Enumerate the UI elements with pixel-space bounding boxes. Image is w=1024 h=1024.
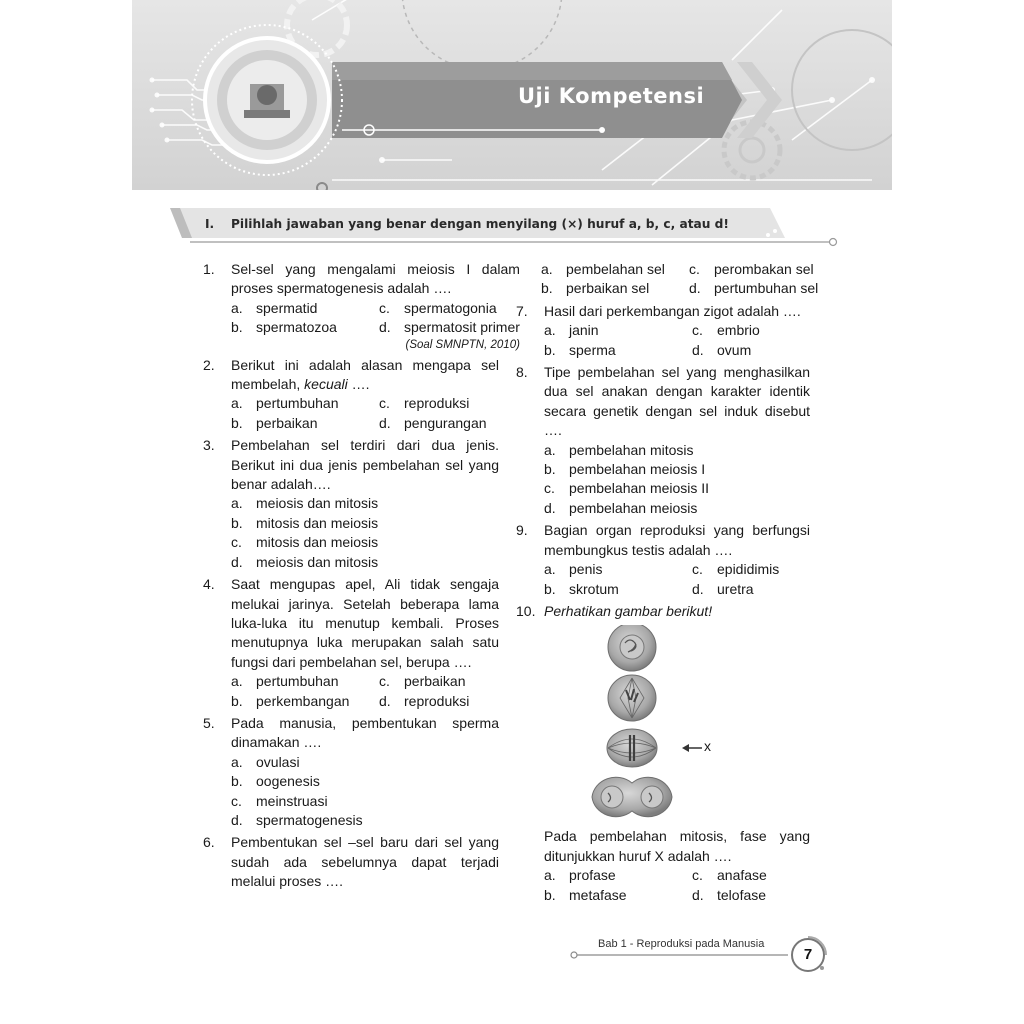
- question-stem: Pembelahan sel terdiri dari dua jenis. Berikut ini dua jenis pembelahan sel yang benar adalah….: [231, 437, 499, 493]
- question-number: 2.: [203, 356, 215, 373]
- banner-decoration: [132, 0, 892, 190]
- option-a[interactable]: a. profase: [544, 867, 616, 884]
- option-a[interactable]: a. pertumbuhan: [231, 673, 339, 690]
- option-a[interactable]: a. pertumbuhan: [231, 395, 339, 412]
- options: [231, 753, 499, 831]
- option-a[interactable]: a. meiosis dan mitosis: [231, 495, 379, 512]
- question-stem: Saat mengupas apel, Ali tidak sengaja melukai jarinya. Setelah beberapa lama luka-luka itu menutup kembali. Proses menutupnya luka merupakan salah satu fungsi dari pembelahan sel, berupa ….: [231, 576, 499, 670]
- options: [231, 672, 499, 711]
- option-b[interactable]: b. perkembangan: [231, 692, 350, 709]
- option-c[interactable]: c. pembelahan meiosis II: [544, 480, 710, 497]
- question-6-options: [541, 260, 819, 299]
- question-3: [203, 436, 499, 572]
- question-number: 8.: [516, 364, 528, 381]
- question-stem: Hasil dari perkembangan zigot adalah ….: [544, 302, 801, 319]
- cell-prometaphase: [608, 675, 656, 721]
- option-b[interactable]: b. skrotum: [544, 580, 619, 597]
- options: [544, 560, 810, 599]
- option-b[interactable]: b. sperma: [544, 341, 616, 358]
- option-b[interactable]: b. perbaikan sel: [541, 280, 650, 297]
- option-d[interactable]: d. spermatogenesis: [231, 811, 363, 828]
- option-d[interactable]: d. ovum: [692, 341, 752, 358]
- chapter-footer: Bab 1 - Reproduksi pada Manusia: [598, 938, 765, 950]
- question-number: 4.: [203, 576, 215, 593]
- options: [231, 299, 520, 338]
- option-c[interactable]: c. anafase: [692, 867, 767, 884]
- option-a[interactable]: a. pembelahan sel: [541, 261, 665, 277]
- mitosis-cells-illustration: [584, 625, 784, 823]
- option-d[interactable]: d. meiosis dan mitosis: [231, 553, 379, 570]
- option-d[interactable]: d. pengurangan: [379, 414, 487, 431]
- question-stem: Berikut ini adalah alasan mengapa sel membelah, kecuali ….: [231, 356, 499, 393]
- option-d[interactable]: d. reproduksi: [379, 692, 470, 709]
- question-10: [516, 602, 810, 905]
- instruction-label: Pilihlah jawaban yang benar dengan menyilang (×) huruf a, b, c, atau d!: [231, 217, 729, 231]
- question-9: [516, 521, 810, 599]
- option-b[interactable]: b. mitosis dan meiosis: [231, 514, 379, 531]
- option-b[interactable]: b. metafase: [544, 886, 627, 903]
- option-a[interactable]: a. penis: [544, 561, 603, 578]
- left-column: [203, 260, 520, 895]
- option-b[interactable]: b. perbaikan: [231, 414, 318, 431]
- question-2: [203, 356, 499, 434]
- options: [544, 866, 810, 905]
- header-banner: [132, 0, 892, 190]
- option-c[interactable]: c. meinstruasi: [231, 792, 328, 809]
- right-column: [516, 260, 819, 908]
- question-4: [203, 575, 499, 711]
- option-c[interactable]: c. perbaikan: [379, 673, 466, 690]
- question-stem: Perhatikan gambar berikut!: [544, 602, 713, 619]
- emphasis-word: kecuali: [304, 376, 348, 393]
- arrow-icon: [682, 744, 702, 752]
- instruction-text: [205, 217, 765, 231]
- options: [544, 321, 810, 360]
- option-a[interactable]: a. janin: [544, 322, 599, 339]
- option-d[interactable]: d. telofase: [692, 886, 767, 903]
- question-number: 7.: [516, 302, 528, 319]
- question-number: 6.: [203, 834, 215, 851]
- page-number-badge: [788, 935, 828, 975]
- option-d[interactable]: d. spermatosit primer: [379, 319, 520, 336]
- question-6: [203, 833, 499, 891]
- question-number: 3.: [203, 437, 215, 454]
- option-c[interactable]: c. embrio: [692, 322, 760, 339]
- option-a[interactable]: a. ovulasi: [231, 753, 300, 770]
- question-stem: Bagian organ reproduksi yang berfungsi membungkus testis adalah ….: [544, 522, 810, 558]
- question-number: 9.: [516, 522, 528, 539]
- figure-label-x: x: [704, 738, 711, 755]
- question-stem: Sel-sel yang mengalami meiosis I dalam proses spermatogenesis adalah ….: [231, 261, 520, 297]
- options: [231, 494, 499, 572]
- option-c[interactable]: c. mitosis dan meiosis: [231, 534, 379, 551]
- option-d[interactable]: d. uretra: [692, 580, 754, 597]
- cell-metaphase: [607, 729, 657, 767]
- option-a[interactable]: a. pembelahan mitosis: [544, 441, 694, 458]
- page-number: 7: [803, 946, 813, 963]
- option-a[interactable]: a. spermatid: [231, 299, 318, 316]
- question-source: (Soal SMNPTN, 2010): [405, 338, 520, 351]
- cell-telophase: [592, 778, 672, 817]
- option-b[interactable]: b. oogenesis: [231, 773, 320, 790]
- option-c[interactable]: c. reproduksi: [379, 395, 470, 412]
- page-title: Uji Kompetensi: [518, 84, 705, 108]
- question-number: 1.: [203, 261, 215, 277]
- question-7: [516, 302, 810, 360]
- question-1: [203, 260, 520, 353]
- option-c[interactable]: c. spermatogonia: [379, 299, 497, 316]
- cell-prophase: [608, 625, 656, 671]
- option-d[interactable]: d. pembelahan meiosis: [544, 499, 698, 516]
- question-number: 5.: [203, 714, 215, 731]
- question-stem: Pembentukan sel –sel baru dari sel yang sudah ada sebelumnya dapat terjadi melalui proses ….: [231, 834, 499, 890]
- question-8: [516, 363, 810, 518]
- option-d[interactable]: d. pertumbuhan sel: [689, 280, 819, 297]
- option-c[interactable]: c. perombakan sel: [689, 261, 814, 277]
- option-b[interactable]: b. pembelahan meiosis I: [544, 461, 706, 478]
- section-number: I.: [205, 217, 215, 231]
- question-number: 10.: [516, 602, 536, 619]
- option-b[interactable]: b. spermatozoa: [231, 319, 337, 336]
- options: [231, 394, 499, 433]
- option-c[interactable]: c. epididimis: [692, 561, 780, 578]
- question-5: [203, 714, 499, 830]
- question-10-prompt: Pada pembelahan mitosis, fase yang ditunjukkan huruf X adalah ….: [544, 828, 810, 864]
- question-stem: Tipe pembelahan sel yang menghasilkan dua sel anakan dengan karakter identik secara genetik dengan sel induk disebut ….: [544, 364, 810, 439]
- question-stem: Pada manusia, pembentukan sperma dinamakan ….: [231, 714, 499, 751]
- options: [544, 441, 810, 519]
- mitosis-figure: [544, 625, 810, 823]
